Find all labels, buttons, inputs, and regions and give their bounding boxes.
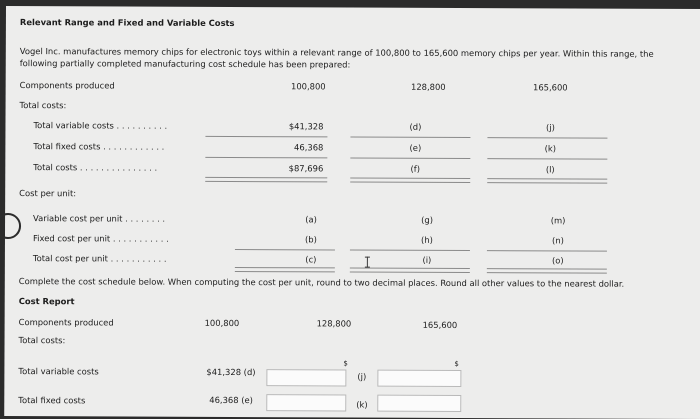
given-row-fixed-unit <box>33 233 169 244</box>
given-divider <box>235 249 335 250</box>
given-divider <box>350 250 470 252</box>
fixed-e-input[interactable] <box>266 394 346 411</box>
given-divider <box>350 137 470 139</box>
given-total-v1: $87,696 <box>288 163 324 174</box>
text-cursor-icon <box>367 257 368 268</box>
carousel-nav-icon[interactable] <box>0 213 21 239</box>
given-double-rule <box>235 267 335 272</box>
given-total-v2: (f) <box>410 163 421 174</box>
given-double-rule <box>487 178 607 184</box>
given-fixed-unit-v1: (b) <box>305 234 317 245</box>
report-fixed-label: Total fixed costs <box>18 395 86 406</box>
given-total-unit-v2: (i) <box>422 254 432 265</box>
given-total-unit-v1: (c) <box>305 254 317 265</box>
given-total-costs-label: Total costs: <box>19 100 67 111</box>
dollar-sign: $ <box>454 359 459 368</box>
leader-dots: . . . . . . . . <box>122 213 166 224</box>
given-divider <box>487 137 607 139</box>
intro-line-1: Vogel Inc. manufactures memory chips for electronic toys within a relevant range of 100,800 to 165,600 memory chips per year. Within this range, the <box>19 46 654 59</box>
given-total-unit-v3: (o) <box>552 255 564 266</box>
report-components-label: Components produced <box>18 317 114 328</box>
given-fixed-unit-v3: (n) <box>552 235 564 246</box>
report-variable-given: $41,328 (d) <box>206 366 256 378</box>
given-col-1: 100,800 <box>290 81 326 92</box>
given-double-rule <box>487 268 607 274</box>
leader-dots: . . . . . . . . . . . <box>107 253 167 264</box>
given-variable-v1: $41,328 <box>288 121 324 132</box>
report-variable-label: Total variable costs <box>18 366 99 377</box>
leader-dots: . . . . . . . . . . <box>113 120 168 131</box>
given-col-2: 128,800 <box>410 81 446 92</box>
given-double-rule <box>350 178 470 184</box>
dollar-sign: $ <box>343 359 348 368</box>
report-col-2: 128,800 <box>316 318 352 329</box>
page-title: Relevant Range and Fixed and Variable Costs <box>19 17 235 28</box>
given-components-label: Components produced <box>19 80 115 91</box>
fixed-k-input[interactable] <box>377 395 461 412</box>
given-divider <box>487 158 607 160</box>
report-total-costs-label: Total costs: <box>18 335 66 346</box>
report-col-1: 100,800 <box>204 317 240 329</box>
given-row-fixed-unit-label: Fixed cost per unit <box>32 233 111 244</box>
report-heading: Cost Report <box>18 296 75 307</box>
given-row-variable <box>33 120 167 131</box>
given-row-fixed-label: Total fixed costs <box>33 141 101 152</box>
worksheet-page <box>4 6 700 419</box>
given-variable-v3: (j) <box>546 122 555 133</box>
given-var-unit-v3: (m) <box>550 215 566 226</box>
given-double-rule <box>205 177 327 183</box>
given-fixed-v2: (e) <box>409 142 422 153</box>
report-variable-j-label: (j) <box>357 371 367 382</box>
given-divider <box>205 157 327 159</box>
given-divider <box>350 158 470 160</box>
given-variable-v2: (d) <box>409 121 422 132</box>
instructions: Complete the cost schedule below. When computing the cost per unit, round to two decimal places. Round all other values to the nearest dollar. <box>18 276 625 289</box>
leader-dots: . . . . . . . . . . . . . . . <box>77 162 158 173</box>
intro-line-2: following partially completed manufacturing cost schedule has been prepared: <box>19 58 351 70</box>
given-unit-label: Cost per unit: <box>19 188 77 199</box>
given-row-total-unit <box>33 253 167 264</box>
given-row-fixed <box>33 141 164 152</box>
leader-dots: . . . . . . . . . . . <box>110 233 169 244</box>
given-double-rule <box>350 268 470 274</box>
given-var-unit-v1: (a) <box>305 214 317 225</box>
given-row-total <box>33 162 157 173</box>
given-row-total-label: Total costs <box>33 162 78 173</box>
report-fixed-k-label: (k) <box>356 399 368 410</box>
given-divider <box>205 136 327 138</box>
given-col-3: 165,600 <box>532 82 568 93</box>
given-row-variable-label: Total variable costs <box>33 120 114 131</box>
given-fixed-v1: 46,368 <box>294 142 324 153</box>
given-row-var-unit-label: Variable cost per unit <box>33 213 123 224</box>
given-divider <box>487 250 607 252</box>
variable-j-input[interactable] <box>377 370 461 387</box>
given-row-total-unit-label: Total cost per unit <box>32 253 108 264</box>
given-fixed-v3: (k) <box>544 143 557 154</box>
given-total-v3: (l) <box>545 164 555 175</box>
report-col-3: 165,600 <box>422 319 458 330</box>
given-row-var-unit <box>33 213 165 224</box>
variable-d-input[interactable] <box>266 369 346 386</box>
given-var-unit-v2: (g) <box>421 214 434 225</box>
report-fixed-given: 46,368 (e) <box>209 394 253 406</box>
leader-dots: . . . . . . . . . . . . <box>100 141 165 152</box>
given-fixed-unit-v2: (h) <box>421 234 433 245</box>
